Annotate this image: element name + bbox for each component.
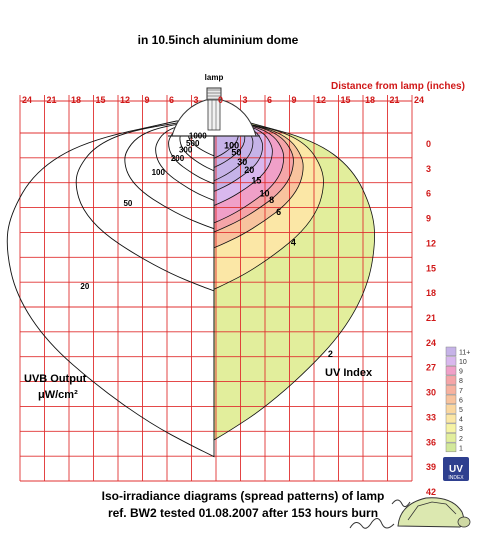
x-tick-label: 15 — [95, 95, 106, 105]
legend-level-label: 7 — [459, 387, 463, 395]
x-tick-label: 0 — [218, 95, 224, 105]
legend-swatch — [446, 347, 456, 356]
legend-level-label: 3 — [459, 426, 463, 434]
uvi-contour-label: 30 — [237, 157, 248, 168]
y-tick-label: 24 — [426, 337, 437, 348]
legend-level-label: 8 — [459, 378, 463, 386]
lamp-label: lamp — [204, 73, 224, 82]
uvb-contour-label: 100 — [151, 167, 165, 177]
x-axis-label: Distance from lamp (inches) — [331, 81, 465, 92]
uvb-contour-label: 50 — [123, 198, 133, 208]
x-tick-label: 21 — [389, 95, 400, 105]
x-tick-label: 9 — [291, 95, 297, 105]
y-tick-label: 27 — [426, 362, 437, 373]
legend-swatch — [446, 385, 456, 394]
y-tick-label: 30 — [426, 387, 437, 398]
y-tick-label: 18 — [426, 288, 437, 299]
x-tick-labels — [22, 95, 424, 105]
y-tick-label: 3 — [426, 163, 432, 174]
legend-swatch — [446, 395, 456, 404]
x-tick-label: 18 — [71, 95, 82, 105]
uvb-contour-label: 300 — [178, 145, 193, 155]
uvi-contour-label: 4 — [290, 237, 296, 248]
uvi-contour-label: 2 — [327, 349, 333, 360]
y-tick-label: 9 — [426, 213, 432, 224]
chart-title: in 10.5inch aluminium dome — [137, 33, 299, 47]
y-tick-label: 33 — [426, 412, 437, 423]
legend-swatch — [446, 433, 456, 442]
uvi-contour-label: 6 — [276, 206, 282, 217]
y-tick-label: 21 — [426, 313, 437, 323]
y-tick-label: 15 — [426, 263, 437, 274]
uvb-contour-label: 20 — [80, 281, 90, 291]
legend-swatch — [446, 443, 456, 452]
legend-level-label: 5 — [459, 407, 463, 414]
uvb-output-label: UVB Output — [24, 373, 87, 385]
x-tick-label: 18 — [365, 95, 376, 105]
uvi-contour-label: 10 — [259, 188, 270, 199]
x-tick-label: 24 — [22, 95, 33, 105]
y-tick-label: 12 — [426, 238, 437, 249]
legend-level-label: 11+ — [459, 349, 471, 357]
x-tick-label: 6 — [169, 95, 175, 105]
x-tick-label: 3 — [242, 95, 248, 105]
x-tick-label: 12 — [316, 95, 327, 105]
uvb-contour-label: 500 — [186, 138, 200, 148]
legend-level-label: 1 — [459, 445, 463, 453]
y-tick-label: 42 — [426, 487, 437, 497]
legend-swatch — [446, 405, 456, 414]
y-tick-label: 6 — [426, 188, 432, 199]
legend-swatch — [446, 366, 456, 375]
uvi-contour-label: 8 — [269, 195, 275, 206]
footer-line-2: ref. BW2 tested 01.08.2007 after 153 hours burn — [107, 506, 379, 520]
uvi-contour-label: 20 — [244, 165, 255, 176]
uv-index-fill-regions — [214, 121, 375, 440]
x-tick-label: 15 — [340, 95, 351, 105]
legend-level-label: 2 — [459, 435, 463, 443]
x-tick-label: 12 — [120, 95, 131, 105]
x-tick-label: 21 — [46, 95, 57, 105]
legend-level-label: 4 — [459, 416, 463, 424]
y-tick-label: 36 — [426, 437, 437, 448]
y-tick-label: 39 — [426, 462, 437, 473]
uvb-unit-label: μW/cm² — [38, 389, 78, 401]
uv-index-badge-title: UV — [449, 464, 463, 475]
legend-level-label: 9 — [459, 368, 463, 376]
uv-index-badge-subtitle: INDEX — [448, 475, 464, 481]
legend-swatch — [446, 376, 456, 385]
legend-swatch — [446, 424, 456, 433]
legend-swatch — [446, 414, 456, 423]
x-tick-label: 24 — [414, 95, 425, 105]
x-tick-label: 6 — [267, 95, 273, 105]
legend-level-label: 10 — [459, 359, 467, 366]
x-tick-label: 9 — [144, 95, 150, 105]
legend-level-label: 6 — [459, 397, 463, 405]
y-tick-labels — [426, 139, 436, 497]
uvb-contour-label: 200 — [170, 153, 185, 163]
x-tick-label: 3 — [193, 95, 199, 105]
uv-index-legend — [443, 347, 470, 481]
legend-swatch — [446, 357, 456, 366]
y-tick-label: 0 — [426, 139, 432, 149]
uvb-contour-label: 1000 — [188, 131, 207, 141]
uvi-contour-label: 100 — [224, 140, 240, 151]
uvi-contour-label: 50 — [231, 147, 242, 158]
uv-index-label: UV Index — [325, 367, 373, 379]
uvi-contour-label: 15 — [251, 175, 262, 186]
footer-line-1: Iso-irradiance diagrams (spread patterns) of lamp — [101, 489, 385, 503]
